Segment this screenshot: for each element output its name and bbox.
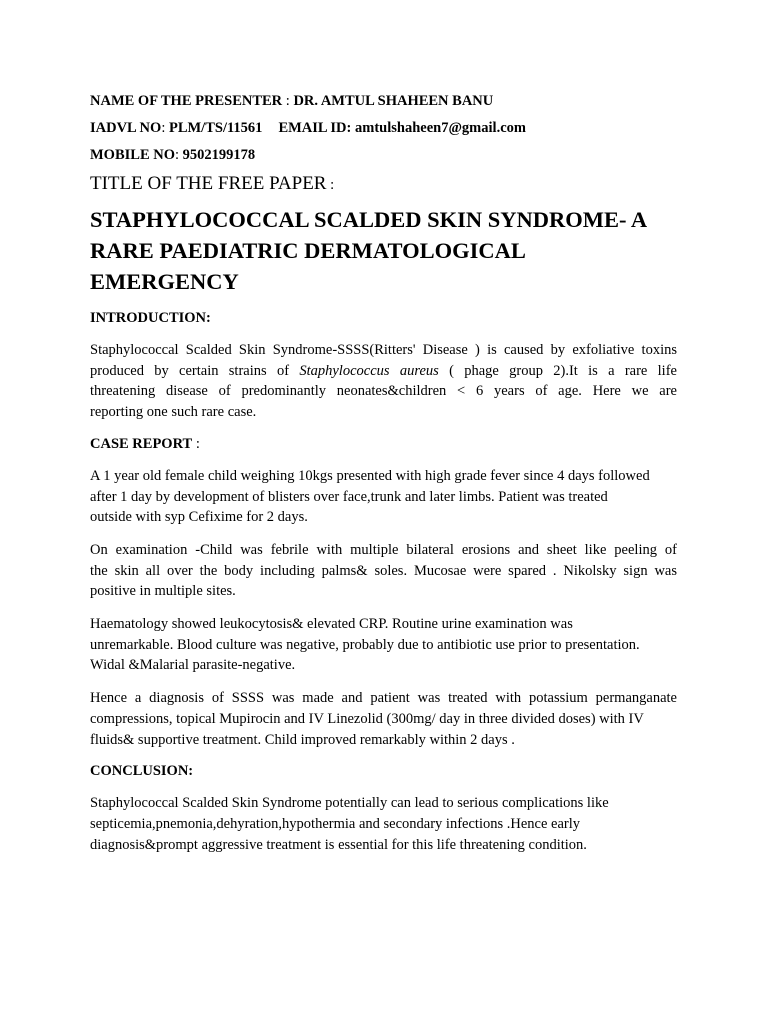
paragraph-line: diagnosis&prompt aggressive treatment is essential for this life threatening condition. bbox=[90, 836, 587, 853]
case-paragraph-treatment bbox=[90, 688, 677, 750]
paragraph-line: Hence a diagnosis of SSSS was made and patient was treated with potassium permanganate bbox=[90, 690, 677, 707]
iadvl-label: IADVL NO bbox=[90, 120, 162, 136]
paper-title bbox=[90, 204, 677, 297]
case-paragraph-examination bbox=[90, 540, 677, 602]
paragraph-line: threatening disease of predominantly neonates&children < 6 years of age. Here we are bbox=[90, 383, 677, 400]
title-label-sep: : bbox=[326, 177, 335, 193]
mobile-label: MOBILE NO bbox=[90, 147, 175, 163]
paragraph-line: after 1 day by development of blisters over face,trunk and later limbs. Patient was treated bbox=[90, 488, 608, 505]
conclusion-heading: CONCLUSION: bbox=[90, 763, 194, 780]
case-report-heading-line bbox=[90, 435, 677, 454]
text-run: ( phage group 2).It is a rare life bbox=[438, 362, 677, 379]
paragraph-line: A 1 year old female child weighing 10kgs presented with high grade fever since 4 days followed bbox=[90, 467, 650, 484]
iadvl-email-line bbox=[90, 119, 677, 138]
email-label: EMAIL ID: bbox=[278, 120, 352, 136]
title-label-line bbox=[90, 173, 677, 196]
paragraph-line: septicemia,pnemonia,dehyration,hypothermia and secondary infections .Hence early bbox=[90, 815, 580, 832]
case-paragraph-investigations bbox=[90, 614, 677, 676]
case-report-sep: : bbox=[192, 435, 200, 452]
document-page bbox=[90, 92, 677, 867]
paper-title-line: RARE PAEDIATRIC DERMATOLOGICAL bbox=[90, 238, 526, 263]
paper-title-line: STAPHYLOCOCCAL SCALDED SKIN SYNDROME- A bbox=[90, 207, 648, 232]
iadvl-sep: : bbox=[161, 120, 169, 136]
paragraph-line: Staphylococcal Scalded Skin Syndrome potentially can lead to serious complications like bbox=[90, 795, 609, 812]
introduction-paragraph bbox=[90, 340, 677, 423]
paragraph-line: outside with syp Cefixime for 2 days. bbox=[90, 509, 308, 526]
paragraph-line: On examination -Child was febrile with multiple bilateral erosions and sheet like peeling of bbox=[90, 541, 677, 558]
paragraph-line: Haematology showed leukocytosis& elevated CRP. Routine urine examination was bbox=[90, 616, 573, 633]
paper-title-line: EMERGENCY bbox=[90, 269, 239, 294]
email-address: amtulshaheen7@gmail.com bbox=[354, 120, 526, 136]
paragraph-line: Staphylococcal Scalded Skin Syndrome-SSSS(Ritters' Disease ) is caused by exfoliative toxins bbox=[90, 342, 677, 358]
paragraph-line: the skin all over the body including palms& soles. Mucosae were spared . Nikolsky sign was bbox=[90, 562, 677, 579]
paragraph-line: unremarkable. Blood culture was negative, probably due to antibiotic use prior to presentation. bbox=[90, 636, 640, 653]
mobile-number: 9502199178 bbox=[182, 147, 256, 163]
case-paragraph-history bbox=[90, 466, 677, 528]
presenter-sep: : bbox=[282, 93, 294, 109]
text-run: produced by certain strains of bbox=[90, 362, 300, 379]
iadvl-number: PLM/TS/11561 bbox=[168, 120, 263, 136]
organism-name: Staphylococcus aureus bbox=[299, 362, 439, 379]
presenter-line bbox=[90, 92, 677, 111]
paragraph-line: reporting one such rare case. bbox=[90, 404, 257, 421]
conclusion-paragraph bbox=[90, 793, 677, 855]
introduction-heading: INTRODUCTION: bbox=[90, 310, 211, 326]
mobile-sep: : bbox=[175, 147, 183, 163]
presenter-name: DR. AMTUL SHAHEEN BANU bbox=[293, 93, 494, 109]
paragraph-line: Widal &Malarial parasite-negative. bbox=[90, 657, 296, 674]
paragraph-line bbox=[90, 361, 677, 382]
mobile-line bbox=[90, 146, 677, 165]
paragraph-line: positive in multiple sites. bbox=[90, 583, 236, 600]
paragraph-line: compressions, topical Mupirocin and IV Linezolid (300mg/ day in three divided doses) with IV bbox=[90, 710, 644, 727]
paragraph-line: fluids& supportive treatment. Child improved remarkably within 2 days . bbox=[90, 731, 515, 748]
presenter-label: NAME OF THE PRESENTER bbox=[90, 93, 283, 109]
title-label: TITLE OF THE FREE PAPER bbox=[90, 173, 327, 194]
case-report-heading: CASE REPORT bbox=[90, 435, 193, 452]
